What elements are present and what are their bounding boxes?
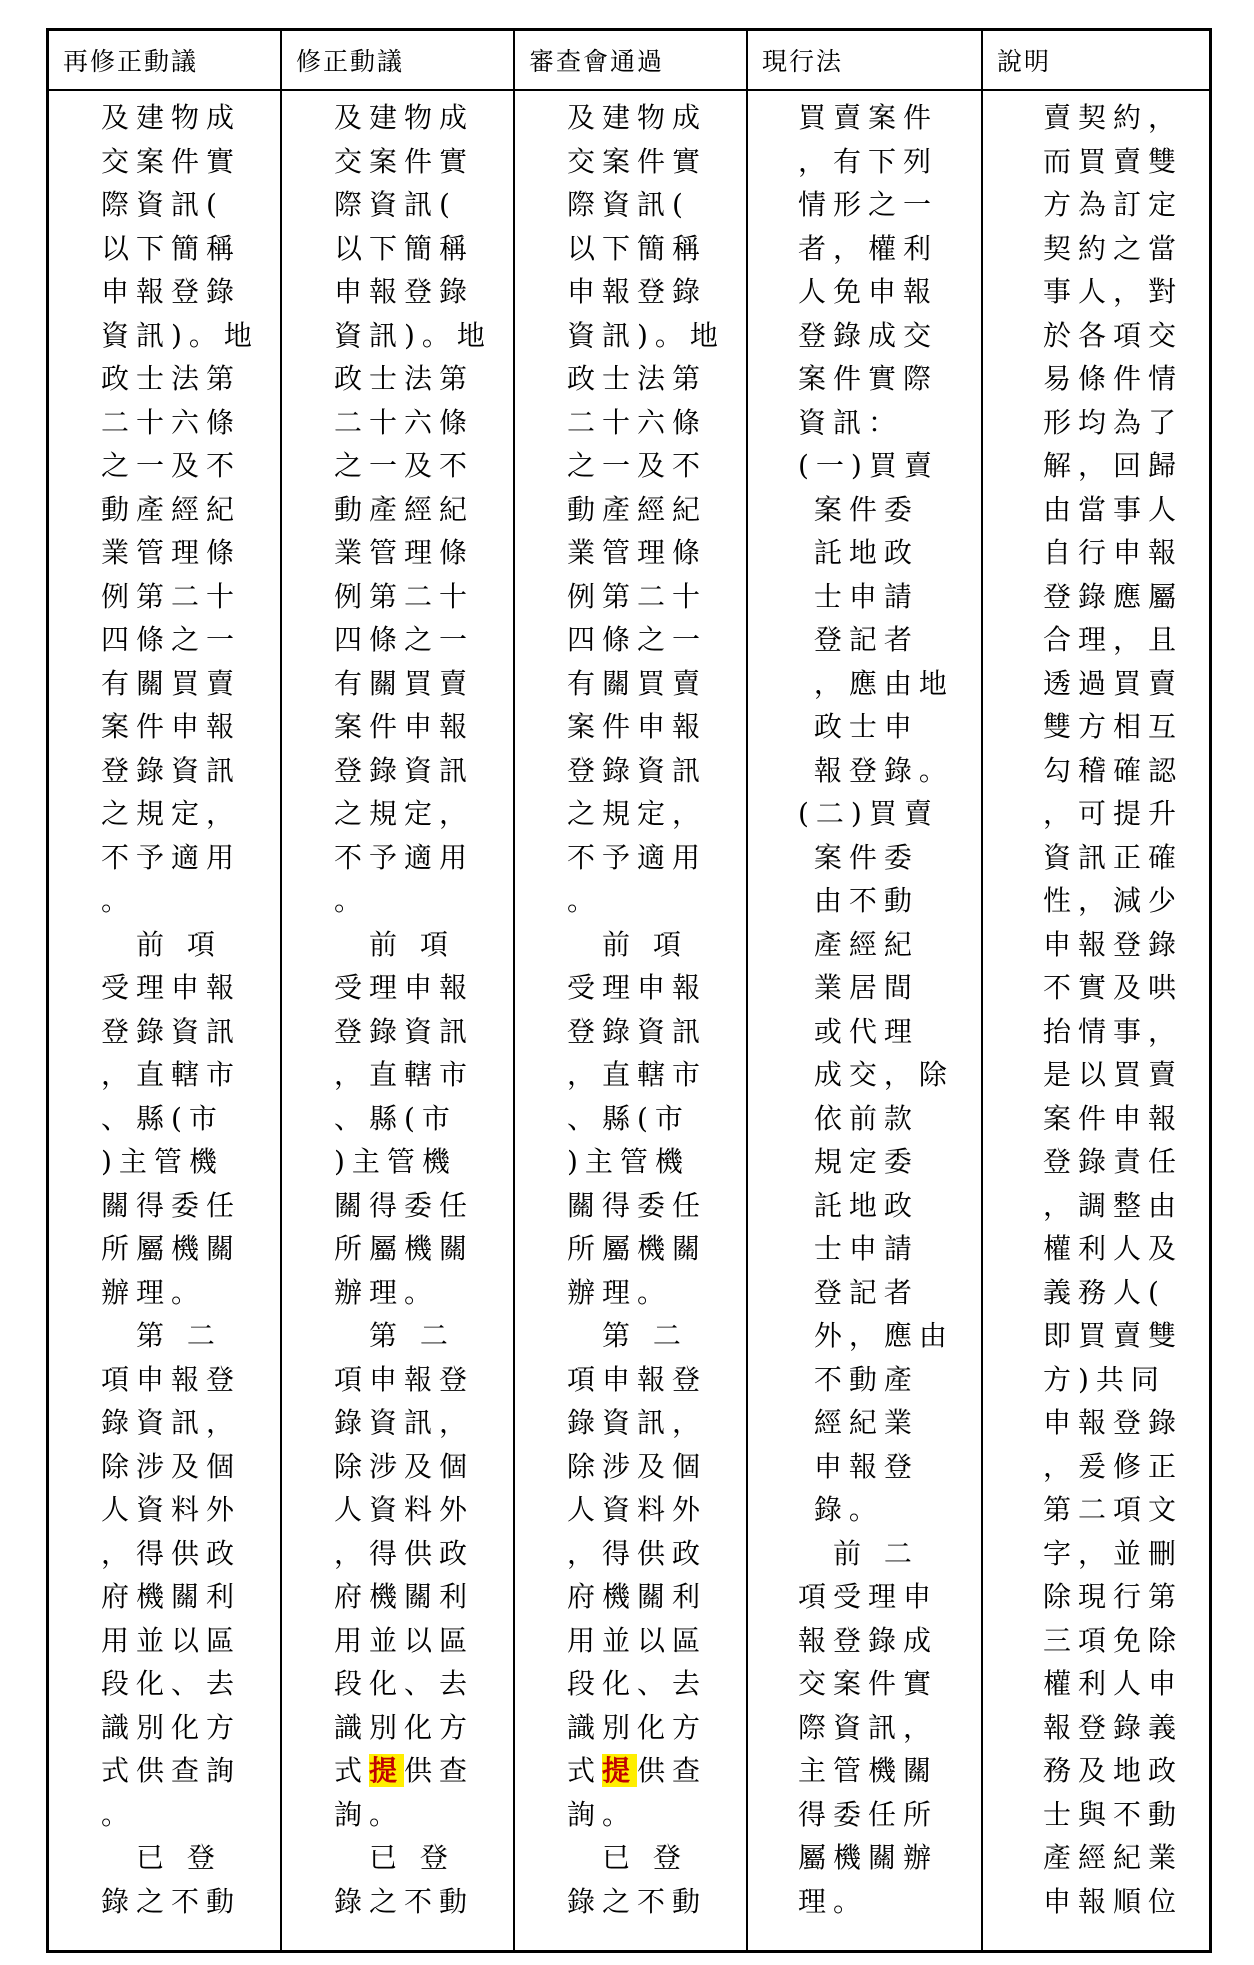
body-committee-passed xyxy=(515,91,746,1923)
text-amendment-b: 供查 詢。 已 登 錄之不動 xyxy=(334,1754,475,1918)
header-committee-passed: 審查會通過 xyxy=(515,31,746,91)
text-explanation: 賣契約， 而買賣雙 方為訂定 契約之當 事人，對 於各項交 易條件情 形均為了 解，回歸 由當事人 自行申報 登錄應屬 合理，且 透過買賣 雙方相互 勾稽確認 ，可提升 資訊正確 性，減少 申報登錄 不實及哄 抬情事， 是以買賣 案件申報 登錄責任 ，調整由 權利人及 義務人( 即買賣雙 方)共同 申報登錄 ，爰修正 第二項文 字，並刪 除現行第 三項免除 權利人申 報登錄義 務及地政 士與不動 產經紀業 申報順位 xyxy=(1043,101,1184,1918)
comparison-table xyxy=(46,28,1212,1953)
body-re-amendment xyxy=(49,91,280,1923)
header-explanation: 說明 xyxy=(983,31,1209,91)
column-current-law xyxy=(748,31,983,1950)
text-amendment-a: 及建物成 交案件實 際資訊( 以下簡稱 申報登錄 資訊)。地 政士法第 二十六條 之一及不 動產經紀 業管理條 例第二十 四條之一 有關買賣 案件申報 登錄資訊 之規定， 不予適用 。 前 項 受理申報 登錄資訊 ，直轄市 、縣(市 )主管機 關得委任 所屬機關 辦理。 第 二 項申報登 錄資訊， 除涉及個 人資料外 ，得供政 府機關利 用並以區 段化、去 識別化方 式 xyxy=(334,101,492,1787)
body-explanation xyxy=(983,91,1209,1923)
highlight-amendment: 提 xyxy=(369,1754,405,1787)
column-explanation xyxy=(983,31,1209,1950)
highlight-committee: 提 xyxy=(602,1754,638,1787)
column-amendment xyxy=(282,31,515,1950)
text-committee-a: 及建物成 交案件實 際資訊( 以下簡稱 申報登錄 資訊)。地 政士法第 二十六條 之一及不 動產經紀 業管理條 例第二十 四條之一 有關買賣 案件申報 登錄資訊 之規定， 不予適用 。 前 項 受理申報 登錄資訊 ，直轄市 、縣(市 )主管機 關得委任 所屬機關 辦理。 第 二 項申報登 錄資訊， 除涉及個 人資料外 ，得供政 府機關利 用並以區 段化、去 識別化方 式 xyxy=(567,101,725,1787)
header-amendment: 修正動議 xyxy=(282,31,513,91)
column-committee-passed xyxy=(515,31,748,1950)
header-current-law: 現行法 xyxy=(748,31,981,91)
text-committee-b: 供查 詢。 已 登 錄之不動 xyxy=(567,1754,708,1918)
body-current-law xyxy=(748,91,981,1923)
column-re-amendment xyxy=(49,31,282,1950)
text-re-amendment: 及建物成 交案件實 際資訊( 以下簡稱 申報登錄 資訊)。地 政士法第 二十六條 之一及不 動產經紀 業管理條 例第二十 四條之一 有關買賣 案件申報 登錄資訊 之規定， 不予適用 。 前 項 受理申報 登錄資訊 ，直轄市 、縣(市 )主管機 關得委任 所屬機關 辦理。 第 二 項申報登 錄資訊， 除涉及個 人資料外 ，得供政 府機關利 用並以區 段化、去 識別化方 式供查詢 。 已 登 錄之不動 xyxy=(101,101,259,1918)
text-current-law: 買賣案件 ，有下列 情形之一 者，權利 人免申報 登錄成交 案件實際 資訊： (一)買賣 案件委 託地政 士申請 登記者 ，應由地 政士申 報登錄。 (二)買賣 案件委 由不動 產經紀 業居間 或代理 成交，除 依前款 規定委 託地政 士申請 登記者 外，應由 不動產 經紀業 申報登 錄。 前 二 項受理申 報登錄成 交案件實 際資訊， 主管機關 得委任所 屬機關辦 理。 xyxy=(798,101,954,1918)
body-amendment xyxy=(282,91,513,1923)
header-re-amendment: 再修正動議 xyxy=(49,31,280,91)
